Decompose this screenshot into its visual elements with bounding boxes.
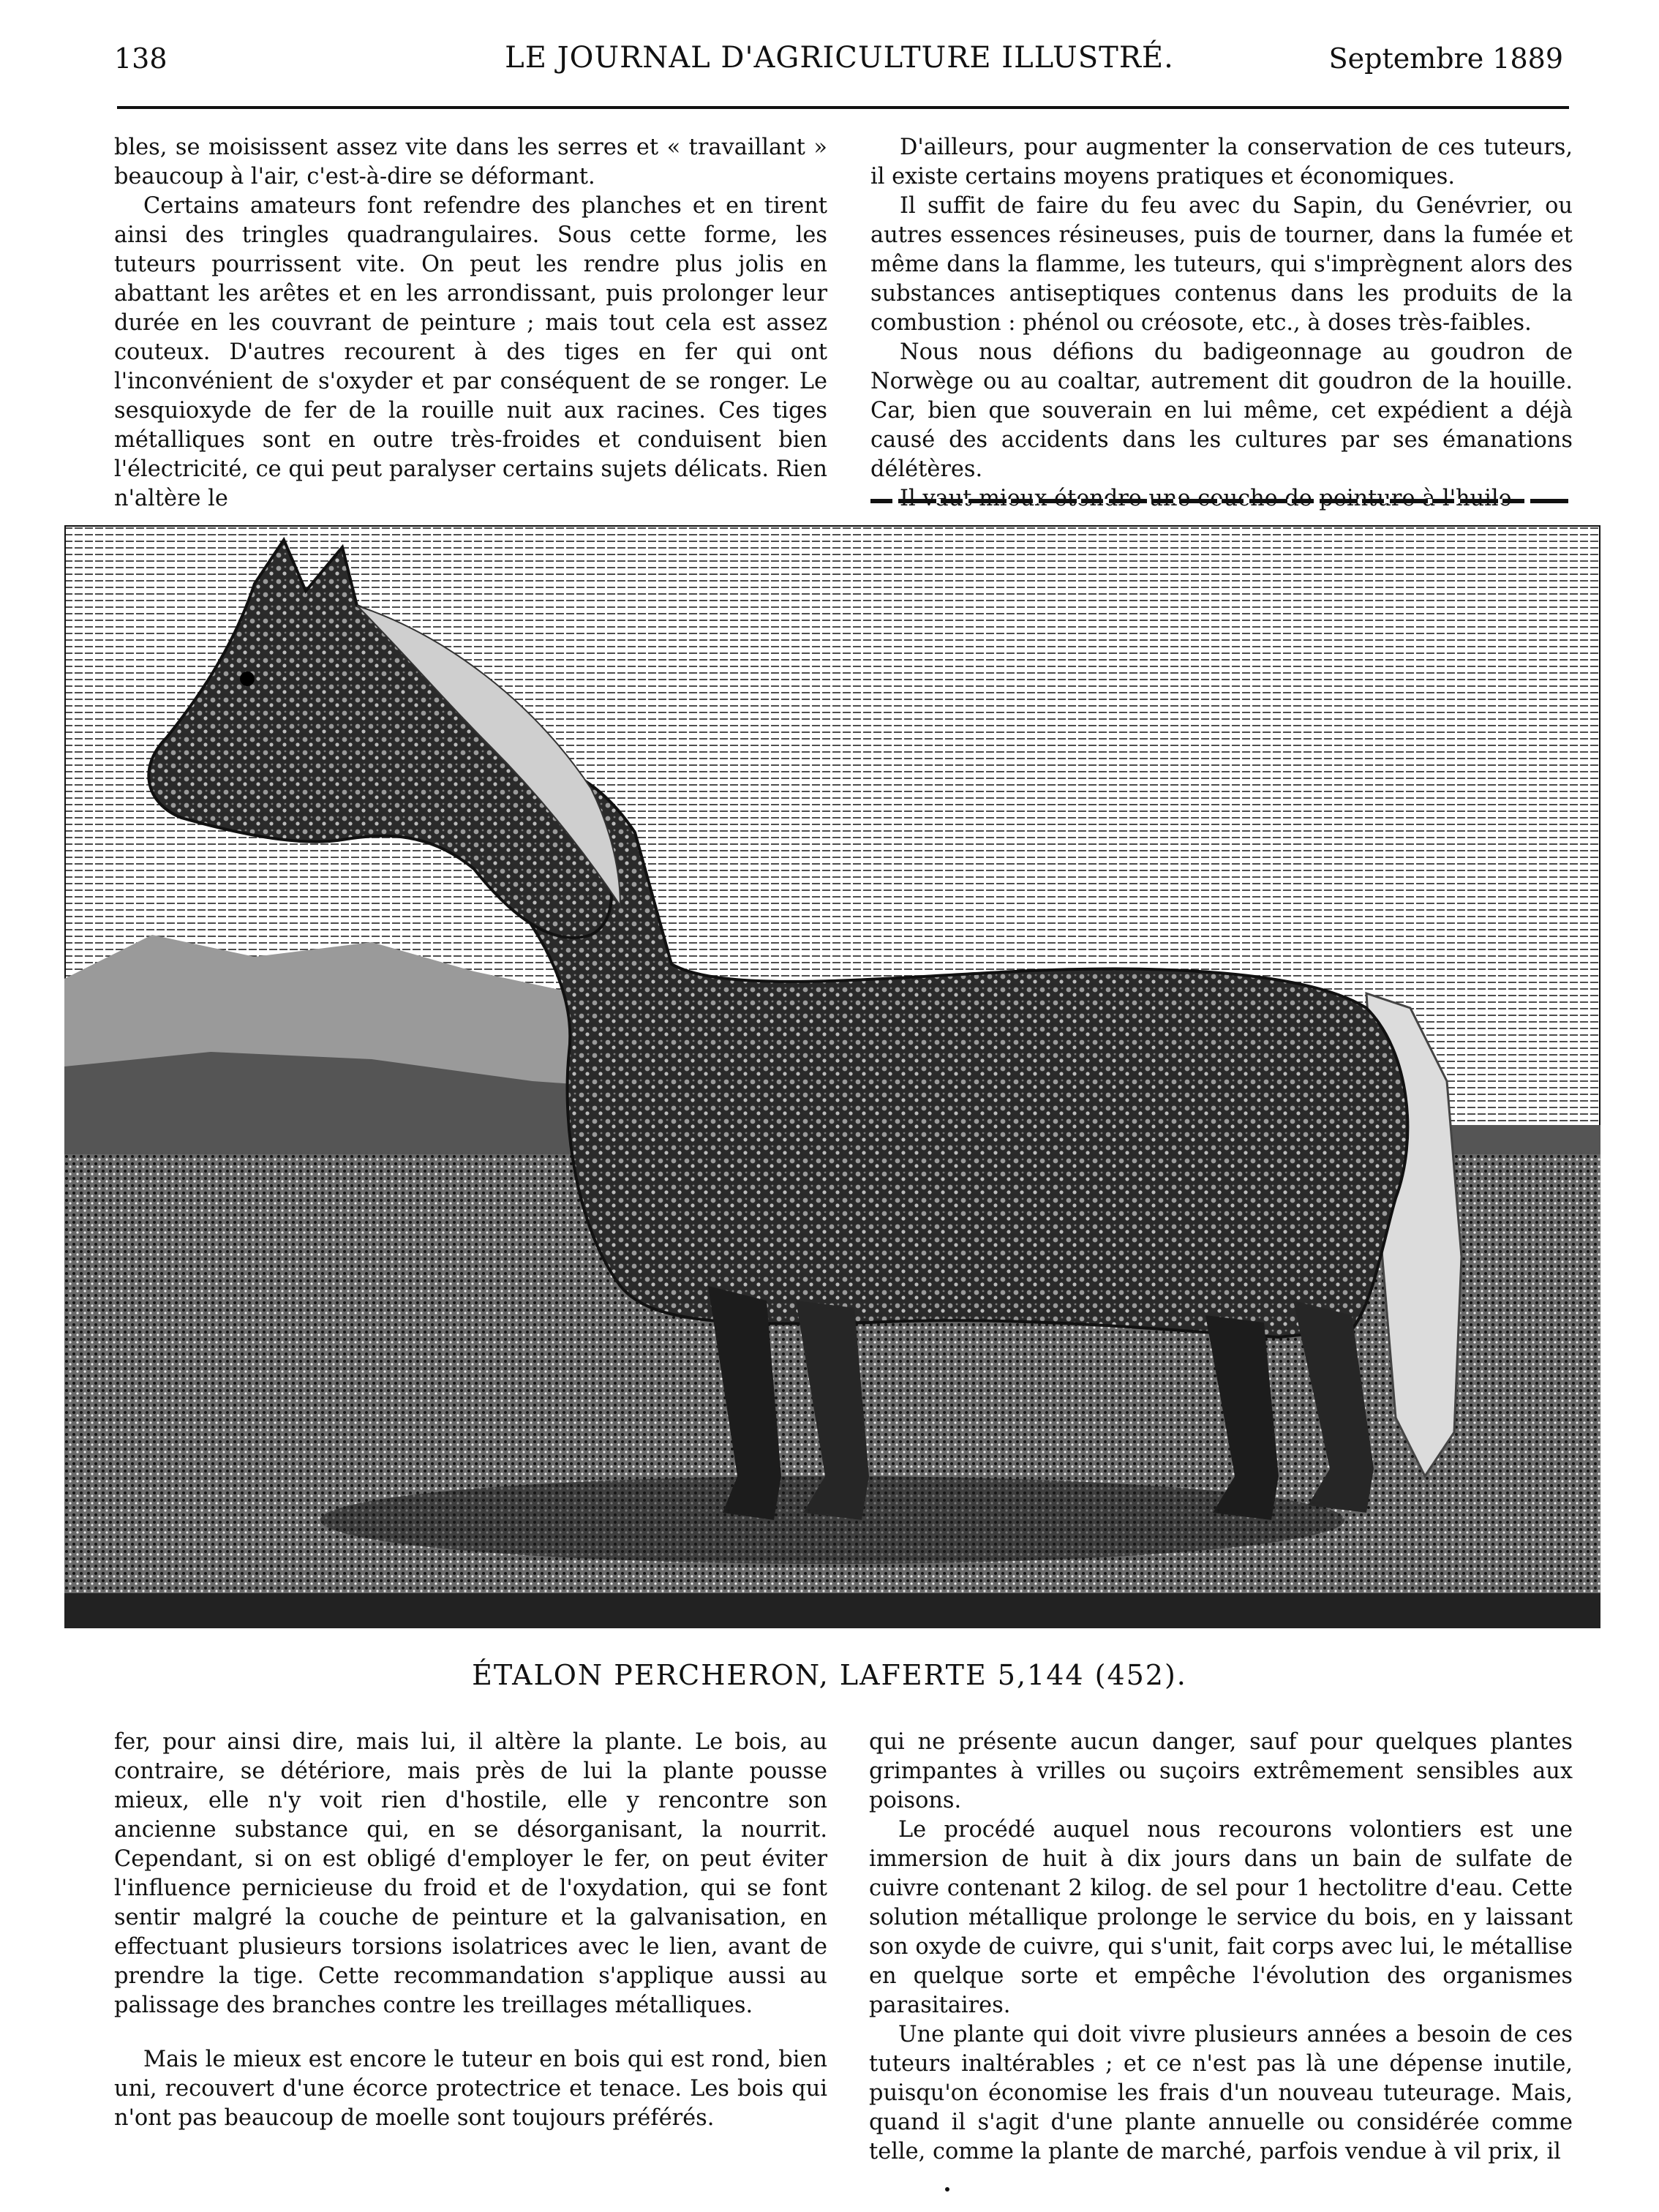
figure-caption: ÉTALON PERCHERON, LAFERTE 5,144 (452). xyxy=(472,1659,1187,1691)
column-end-rule xyxy=(870,499,1569,503)
paragraph: D'ailleurs, pour augmenter la conservation de ces tuteurs, il existe certains moyens pratiques et économiques. xyxy=(870,135,1573,189)
paragraph: Nous nous défions du badigeonnage au goudron de Norwège ou au coaltar, autrement dit goudron de la houille. Car, bien que souverain en lui même, cet expédient a déjà causé des accidents dans les cultures par ses émanations délétères. xyxy=(870,339,1573,482)
column-bottom-left xyxy=(114,1728,827,2133)
paragraph: Certains amateurs font refendre des planches et en tirent ainsi des tringles quadrangulaires. Sous cette forme, les tuteurs pourrissent vite. On peut les rendre plus jolis en abattant les arêtes et en les arrondissant, puis prolonger leur durée en les couvrant de peinture ; mais tout cela est assez couteux. D'autres recourent à des tiges en fer qui ont l'inconvénient de s'oxyder et par conséquent de se ronger. Le sesquioxyde de fer de la rouille nuit aux racines. Ces tiges métalliques sont en outre très-froides et conduisent bien l'électricité, ce qui peut paralyser certains sujets délicats. Rien n'altère le xyxy=(114,193,827,511)
paragraph: Le procédé auquel nous recourons volontiers est une immersion de huit à dix jours dans un bain de sulfate de cuivre contenant 2 kilog. de sel pour 1 hectolitre d'eau. Cette solution métallique prolonge le service du bois, en y laissant son oxyde de cuivre, qui s'unit, fait corps avec lui, le métallise en quelque sorte et empêche l'évolution des organismes parasitaires. xyxy=(869,1817,1573,2018)
paragraph: Une plante qui doit vivre plusieurs années a besoin de ces tuteurs inaltérables ; et ce n'est pas là une dépense inutile, puisqu'on économise les frais d'un nouveau tuteurage. Mais, quand il s'agit d'une plante annuelle ou considérée comme telle, comme la plante de marché, parfois vendue à vil prix, il xyxy=(869,2022,1573,2164)
issue-date: Septembre 1889 xyxy=(1328,42,1563,75)
paragraph: Mais le mieux est encore le tuteur en bois qui est rond, bien uni, recouvert d'une écorce protectrice et tenace. Les bois qui n'ont pas beaucoup de moelle sont toujours préférés. xyxy=(114,2047,827,2131)
paragraph: fer, pour ainsi dire, mais lui, il altère la plante. Le bois, au contraire, se détériore, mais près de lui la plante pousse mieux, elle n'y voit rien d'hostile, elle y rencontre son ancienne substance qui, en se désorganisant, la nourrit. Cependant, si on est obligé d'employer le fer, on peut éviter l'influence pernicieuse du froid et de l'oxydation, qui se font sentir malgré la couche de peinture et la galvanisation, en effectuant plusieurs torsions isolatrices avec le lien, avant de prendre la tige. Cette recommandation s'applique aussi au palissage des branches contre les treillages métalliques. xyxy=(114,1729,827,2018)
paragraph: qui ne présente aucun danger, sauf pour quelques plantes grimpantes à vrilles ou suçoirs extrêmement sensibles aux poisons. xyxy=(869,1729,1573,1813)
journal-title: LE JOURNAL D'AGRICULTURE ILLUSTRÉ. xyxy=(505,41,1174,75)
page-header xyxy=(110,38,1569,82)
page-number: 138 xyxy=(114,42,168,75)
column-bottom-right xyxy=(869,1728,1573,2167)
column-top-right xyxy=(870,133,1573,514)
header-rule xyxy=(117,106,1569,109)
column-top-left xyxy=(114,133,827,514)
paragraph: bles, se moisissent assez vite dans les serres et « travaillant » beaucoup à l'air, c'est-à-dire se déformant. xyxy=(114,135,827,189)
horse-engraving xyxy=(64,525,1600,1628)
folio-dot xyxy=(945,2187,949,2192)
paragraph: Il suffit de faire du feu avec du Sapin, du Genévrier, ou autres essences résineuses, puis de tourner, dans la fumée et même dans la flamme, les tuteurs, qui s'imprègnent alors des substances antiseptiques contenus dans les produits de la combustion : phénol ou créosote, etc., à doses très-faibles. xyxy=(870,193,1573,336)
